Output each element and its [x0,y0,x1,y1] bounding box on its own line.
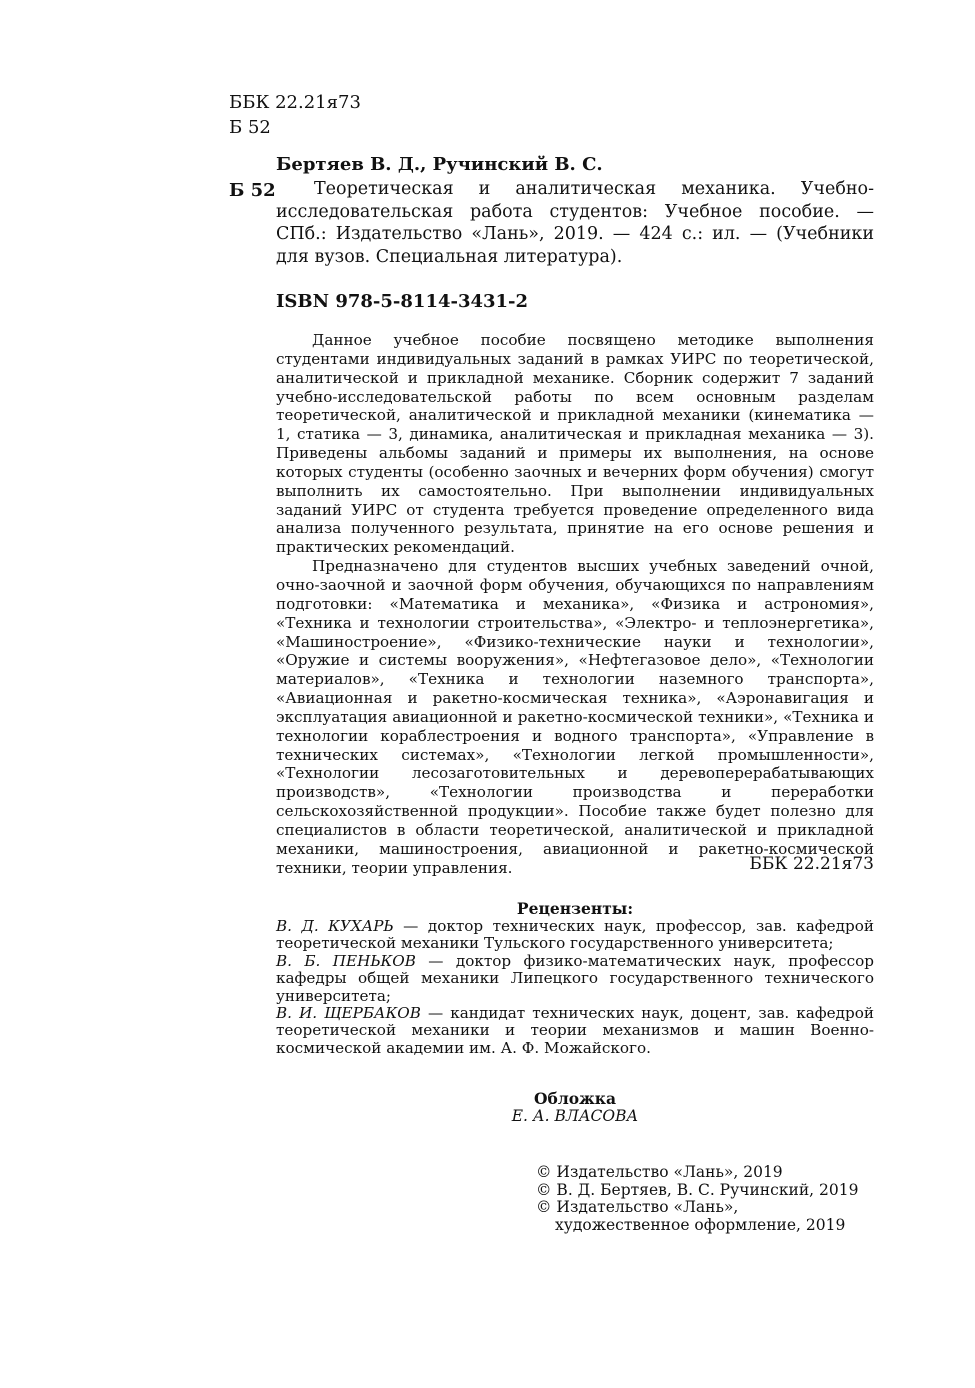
reviewers-list [276,918,874,1057]
copyright-block [536,1164,858,1234]
abstract-paragraph-2: Предназначено для студентов высших учебных заведений очной, очно-заочной и заочной форм обучения, обучающихся по направлениям подготовки: «Математика и механика», «Физика и астрономия», «Техника и технологии строительства», «Электро- и теплоэнергетика», «Машиностроение», «Физико-технические науки и технологии», «Оружие и системы вооружения», «Нефтегазовое дело», «Технологии материалов», «Техника и технологии наземного транспорта», «Авиационная и ракетно-космическая техника», «Аэронавигация и эксплуатация авиационной и ракетно-космической техники», «Техника и технологии кораблестроения и водного транспорта», «Управление в технических системах», «Технологии легкой промышленности», «Технологии лесозаготовительных и деревоперерабатывающих производств», «Технологии производства и переработки сельскохозяйственной продукции». Пособие также будет полезно для специалистов в области теоретической, аналитической и прикладной механики, машиностроения, авиационной и ракетно-космической техники, теории управления. [276,557,874,877]
classification-codes [229,90,361,140]
reviewer-name: В. Б. ПЕНЬКОВ [276,951,416,970]
reviewer-item [276,1005,874,1057]
reviewer-details: — кандидат технических наук, доцент, зав. кафедрой теоретической механики и теории механизмов и машин Военно-космической академии им. А. Ф. Можайского. [276,1004,874,1057]
description-text: Теоретическая и аналитическая механика. Учебно-исследовательская работа студентов: Учебное пособие. — СПб.: Издательство «Лань», 2019. — 424 с.: ил. — (Учебники для вузов. Специальная литература). [276,179,874,267]
reviewer-details: — доктор физико-математических наук, профессор кафедры общей механики Липецкого государственного технического университета; [276,951,874,1005]
copyright-line: © Издательство «Лань», 2019 [536,1163,783,1181]
cover-designer: Е. А. ВЛАСОВА [511,1107,639,1125]
abstract [276,331,874,877]
isbn: ISBN 978-5-8114-3431-2 [276,291,529,312]
reviewer-details: — доктор технических наук, профессор, зав. кафедрой теоретической механики Тульского государственного университета; [276,917,874,953]
copyright-line: © Издательство «Лань», [536,1198,739,1216]
reviewer-item [276,918,874,953]
cover-title: Обложка [534,1089,616,1108]
author-sign: Б 52 [229,117,271,138]
reviewers-title: Рецензенты: [516,899,634,918]
authors: Бертяев В. Д., Ручинский В. С. [276,154,603,175]
reviewer-item [276,953,874,1005]
copyright-line: художественное оформление, 2019 [555,1215,846,1234]
bibliographic-description [276,178,874,268]
bbk-code-bottom: ББК 22.21я73 [749,854,874,874]
copyright-line: © В. Д. Бертяев, В. С. Ручинский, 2019 [536,1180,859,1199]
abstract-paragraph-1: Данное учебное пособие посвящено методике выполнения студентами индивидуальных заданий в рамках УИРС по теоретической, аналитической и прикладной механике. Сборник содержит 7 заданий учебно-исследовательской работы по всем основным разделам теоретической, аналитической и прикладной механики (кинематика — 1, статика — 3, динамика, аналитическая и прикладная механика — 3). Приведены альбомы заданий и примеры их выполнения, на основе которых студенты (особенно заочных и вечерних форм обучения) смогут выполнить их самостоятельно. При выполнении индивидуальных заданий УИРС от студента требуется проведение определенного вида анализа полученного результата, принятие на его основе решения и практических рекомендаций. [276,331,874,557]
bbk-code: ББК 22.21я73 [229,92,361,113]
reviewer-name: В. Д. КУХАРЬ [276,917,394,935]
record-sign: Б 52 [229,180,276,201]
reviewer-name: В. И. ЩЕРБАКОВ [276,1004,421,1023]
